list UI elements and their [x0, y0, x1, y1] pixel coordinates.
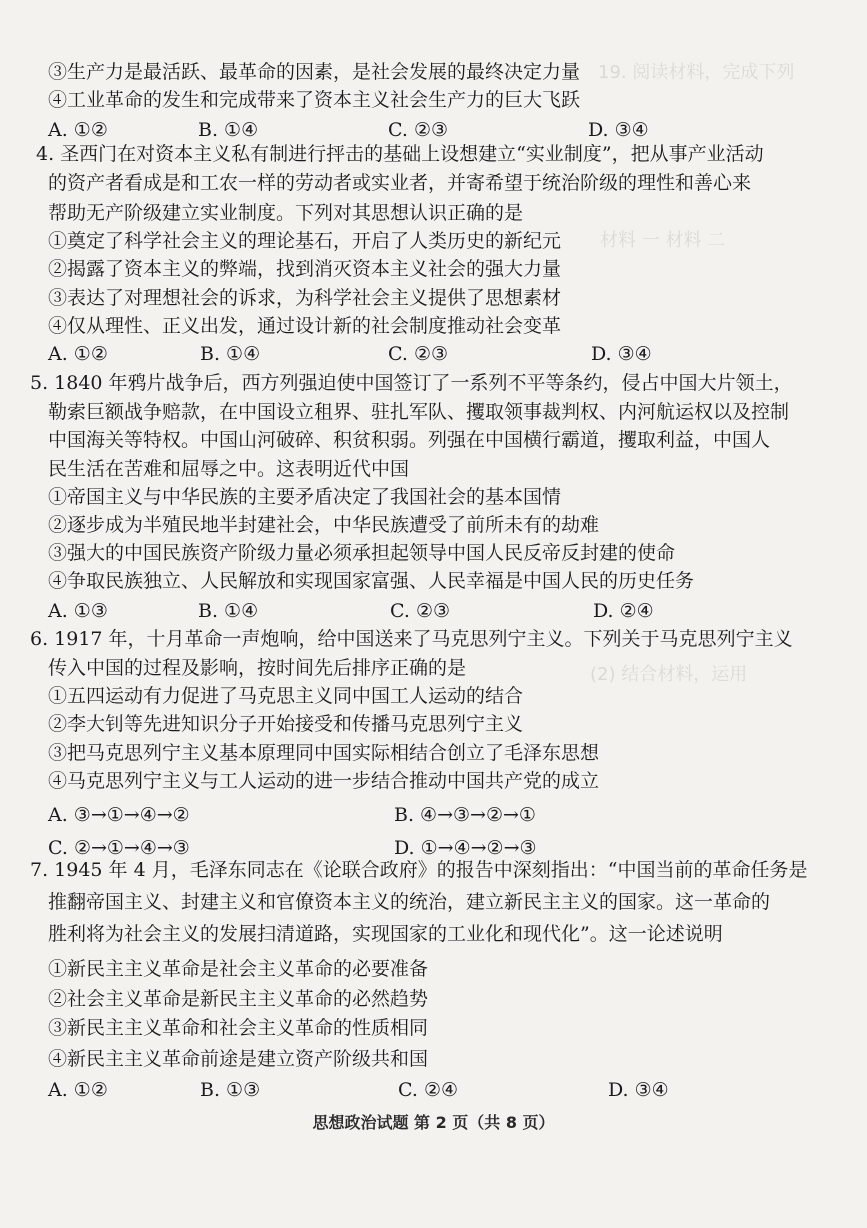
text-line: ②逐步成为半殖民地半封建社会，中华民族遭受了前所未有的劫难 — [48, 514, 600, 536]
question-5-stem: 中国海关等特权。中国山河破碎、积贫积弱。列强在中国横行霸道，攫取利益，中国人 — [48, 429, 771, 451]
question-5-stem: 5. 1840 年鸦片战争后，西方列强迫使中国签订了一系列不平等条约，侵占中国大片领土， — [30, 372, 793, 394]
question-4-stem: 的资产者看成是和工农一样的劳动者或实业者，并寄希望于统治阶级的理性和善心来 — [48, 172, 752, 194]
text-line: ②李大钊等先进知识分子开始接受和传播马克思列宁主义 — [48, 713, 524, 735]
option-a: A. ①③ — [48, 600, 108, 622]
option-c: C. ②③ — [388, 343, 449, 365]
text-line: ④新民主主义革命前途是建立资产阶级共和国 — [48, 1048, 429, 1070]
option-d: D. ③④ — [588, 119, 649, 141]
option-d: D. ③④ — [608, 1079, 669, 1101]
option-a: A. ①② — [48, 343, 108, 365]
question-7-stem: 胜利将为社会主义的发展扫清道路，实现国家的工业化和现代化”。这一论述说明 — [48, 923, 723, 945]
option-b: B. ①④ — [200, 343, 261, 365]
q7-options — [48, 1078, 848, 1102]
option-b: B. ①④ — [198, 119, 259, 141]
bleed-through-text: 19. 阅读材料，完成下列 — [598, 62, 795, 83]
question-5-stem: 民生活在苦难和屈辱之中。这表明近代中国 — [48, 458, 410, 480]
text-line: ④争取民族独立、人民解放和实现国家富强、人民幸福是中国人民的历史任务 — [48, 570, 695, 592]
text-line: ④仅从理性、正义出发，通过设计新的社会制度推动社会变革 — [48, 315, 562, 337]
question-4-stem: 4. 圣西门在对资本主义私有制进行抨击的基础上设想建立“实业制度”，把从事产业活动 — [36, 143, 764, 165]
text-line: ①奠定了科学社会主义的理论基石，开启了人类历史的新纪元 — [48, 230, 562, 252]
text-line: ④工业革命的发生和完成带来了资本主义社会生产力的巨大飞跃 — [48, 89, 581, 111]
question-7-stem: 推翻帝国主义、封建主义和官僚资本主义的统治，建立新民主主义的国家。这一革命的 — [48, 891, 771, 913]
q6-options-row2 — [48, 836, 848, 860]
option-b: B. ①③ — [200, 1079, 261, 1101]
question-6-stem: 传入中国的过程及影响，按时间先后排序正确的是 — [48, 657, 467, 679]
option-a: A. ①② — [48, 119, 108, 141]
bleed-through-text: (2) 结合材料，运用 — [590, 664, 748, 685]
option-c: C. ②→①→④→③ — [48, 837, 190, 859]
text-line: ②揭露了资本主义的弊端，找到消灭资本主义社会的强大力量 — [48, 258, 562, 280]
page-footer: 思想政治试题 第 2 页（共 8 页） — [312, 1113, 555, 1132]
question-6-stem: 6. 1917 年，十月革命一声炮响，给中国送来了马克思列宁主义。下列关于马克思列宁主义 — [30, 628, 793, 650]
text-line: ④马克思列宁主义与工人运动的进一步结合推动中国共产党的成立 — [48, 770, 600, 792]
option-c: C. ②③ — [390, 600, 451, 622]
option-c: C. ②④ — [398, 1079, 459, 1101]
text-line: ②社会主义革命是新民主主义革命的必然趋势 — [48, 988, 429, 1010]
text-line: ①五四运动有力促进了马克思主义同中国工人运动的结合 — [48, 685, 524, 707]
text-line: ①帝国主义与中华民族的主要矛盾决定了我国社会的基本国情 — [48, 486, 562, 508]
bleed-through-text: 材料 一 材料 二 — [600, 230, 726, 251]
text-line: ①新民主主义革命是社会主义革命的必要准备 — [48, 958, 429, 980]
option-c: C. ②③ — [388, 119, 449, 141]
option-a: A. ①② — [48, 1079, 108, 1101]
question-5-stem: 勒索巨额战争赔款，在中国设立租界、驻扎军队、攫取领事裁判权、内河航运权以及控制 — [48, 401, 790, 423]
text-line: ③把马克思列宁主义基本原理同中国实际相结合创立了毛泽东思想 — [48, 742, 600, 764]
text-line: ③新民主主义革命和社会主义革命的性质相同 — [48, 1017, 429, 1039]
question-4-stem: 帮助无产阶级建立实业制度。下列对其思想认识正确的是 — [48, 202, 524, 224]
option-b: B. ①④ — [198, 600, 259, 622]
option-d: D. ②④ — [593, 600, 654, 622]
option-b: B. ④→③→②→① — [394, 804, 536, 826]
text-line: ③强大的中国民族资产阶级力量必须承担起领导中国人民反帝反封建的使命 — [48, 542, 676, 564]
option-a: A. ③→①→④→② — [48, 804, 190, 826]
text-line: ③生产力是最活跃、最革命的因素，是社会发展的最终决定力量 — [48, 61, 581, 83]
option-d: D. ③④ — [591, 343, 652, 365]
question-7-stem: 7. 1945 年 4 月，毛泽东同志在《论联合政府》的报告中深刻指出：“中国当前的革命任务是 — [30, 859, 808, 881]
option-d: D. ①→④→②→③ — [394, 837, 537, 859]
q6-options-row1 — [48, 803, 848, 827]
q5-options — [48, 599, 848, 623]
text-line: ③表达了对理想社会的诉求，为科学社会主义提供了思想素材 — [48, 287, 562, 309]
q4-options — [48, 342, 848, 366]
q3-options — [48, 118, 848, 142]
